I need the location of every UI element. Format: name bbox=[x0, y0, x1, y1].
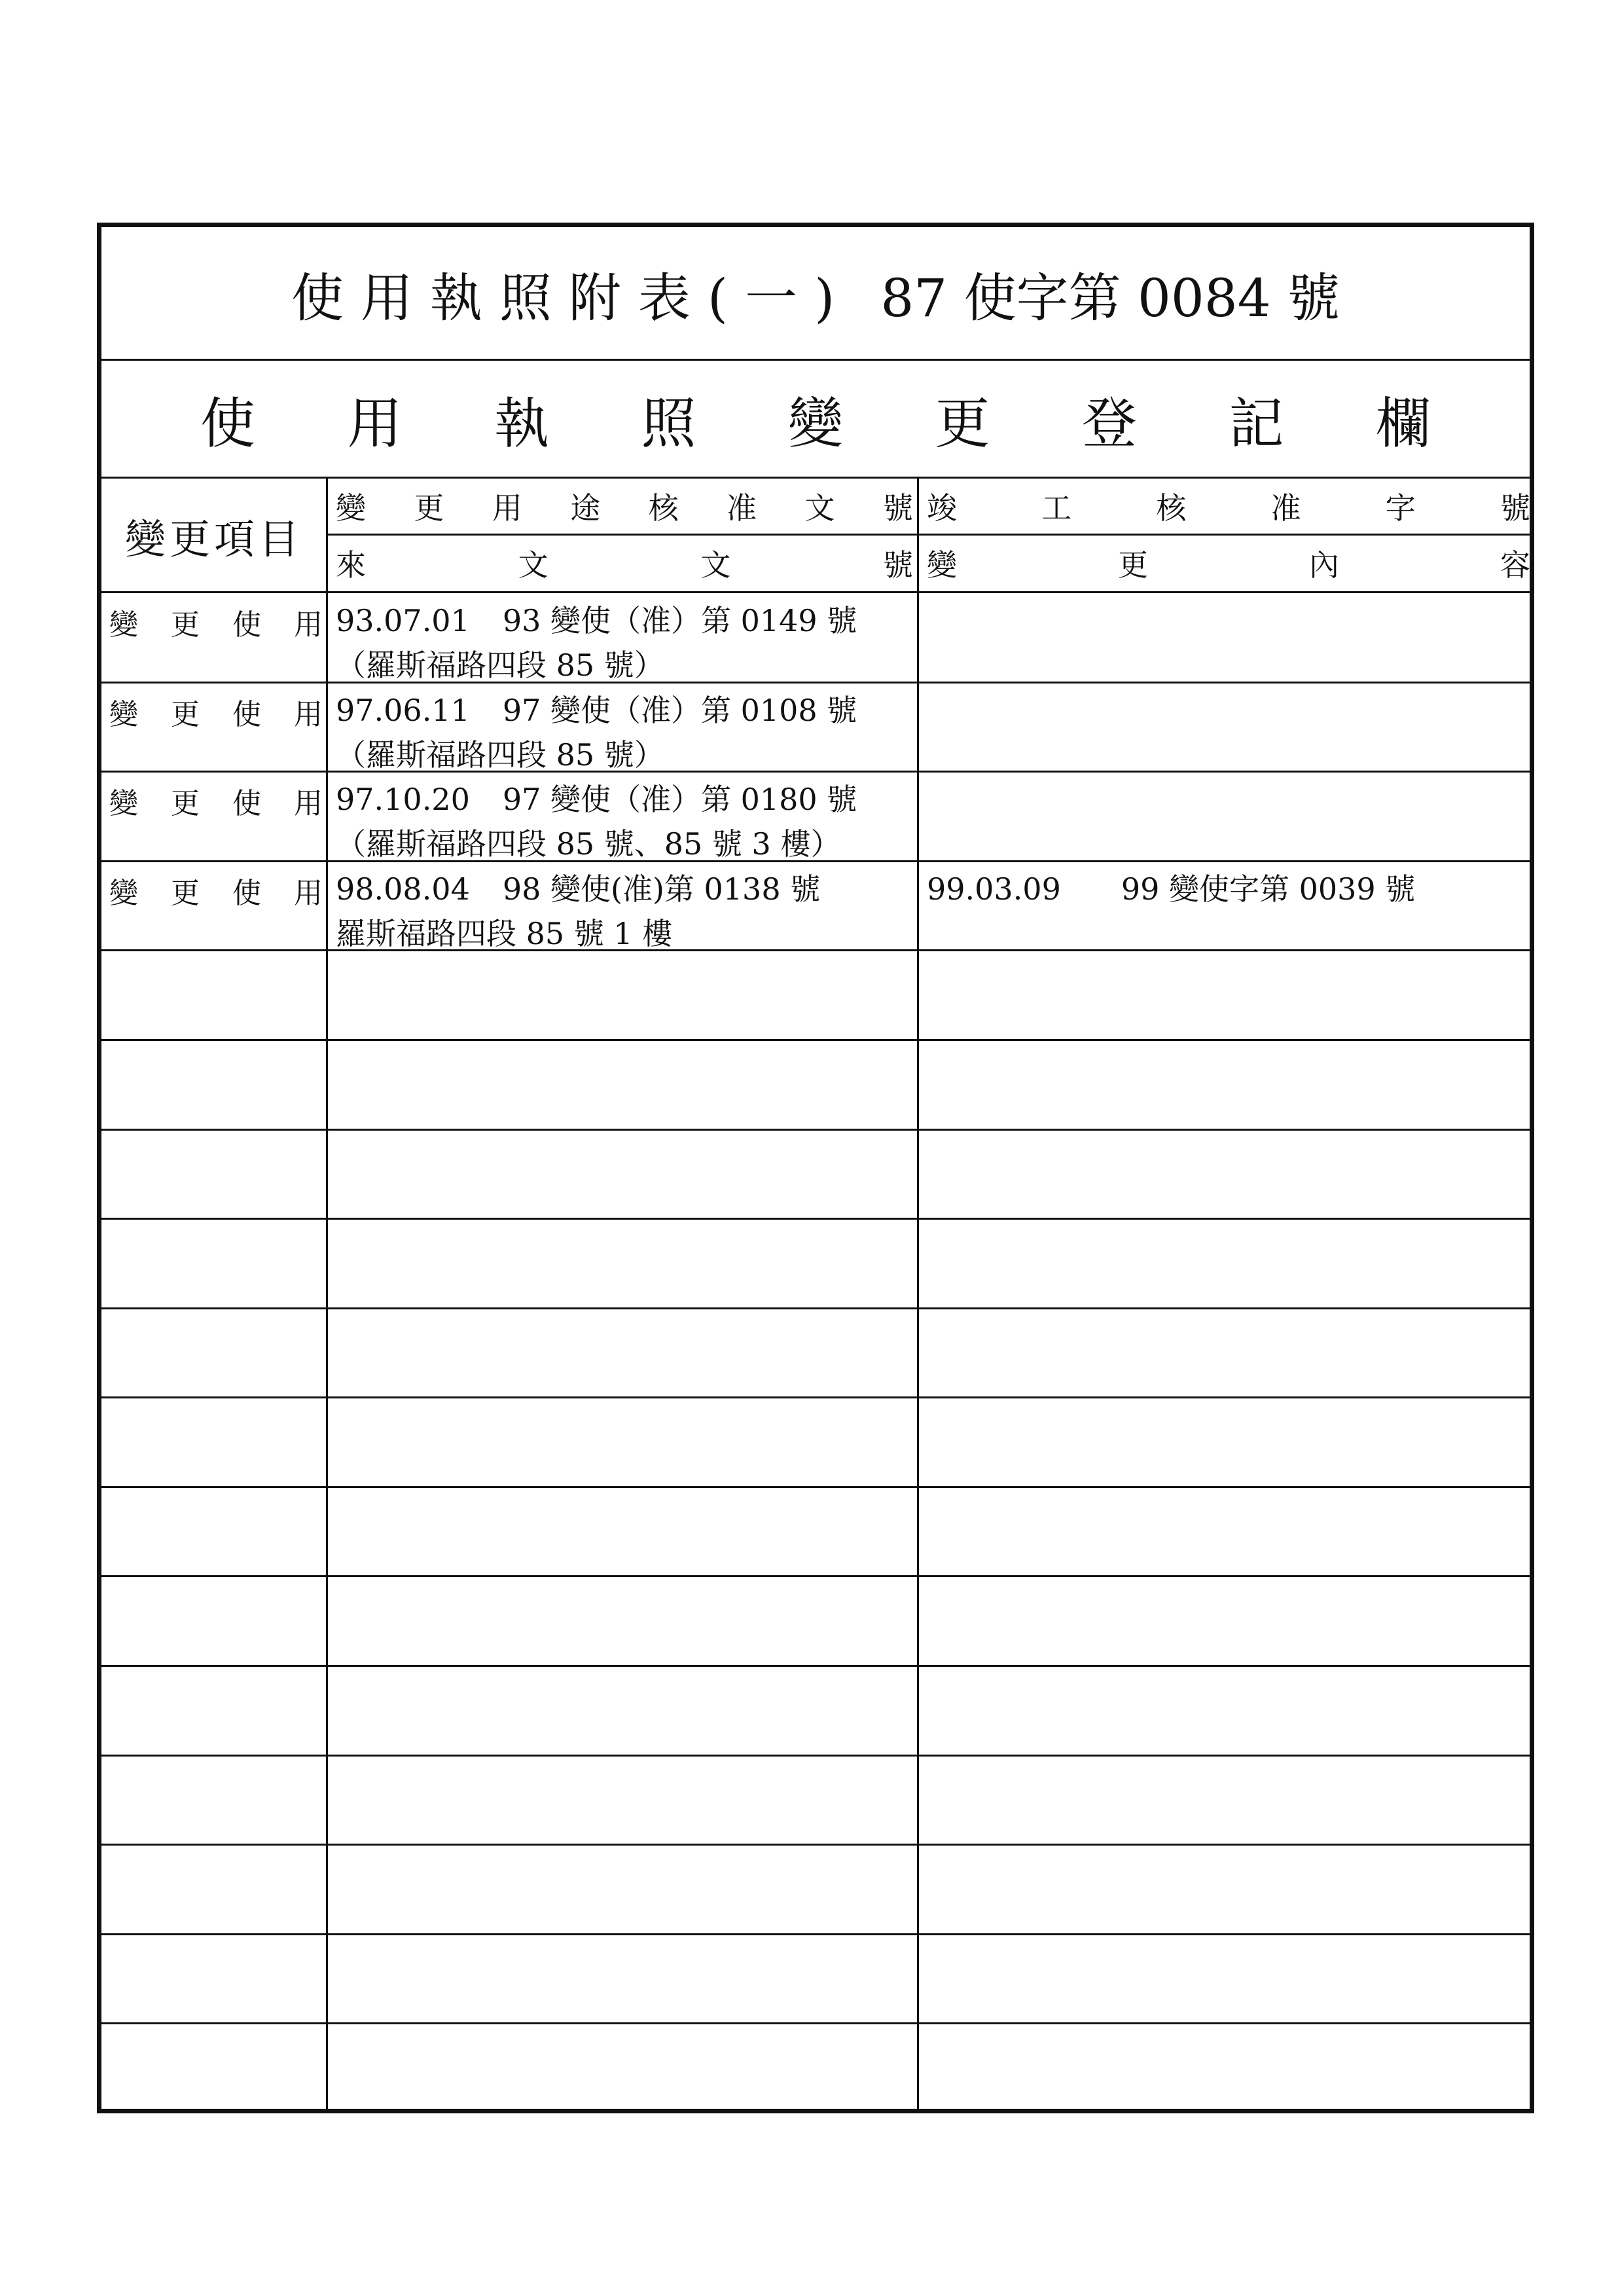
row-divider bbox=[101, 1307, 1530, 1309]
glyph: 來 bbox=[336, 547, 366, 583]
glyph: 使 bbox=[232, 876, 261, 910]
row-completion-number bbox=[919, 772, 1534, 862]
row-change-item bbox=[101, 683, 327, 773]
glyph: 變 bbox=[109, 876, 138, 910]
glyph: 用 bbox=[294, 876, 323, 910]
row-divider bbox=[101, 1575, 1530, 1577]
header-change-item: 變更項目 bbox=[124, 515, 303, 563]
row-divider bbox=[101, 1039, 1530, 1041]
glyph: 用 bbox=[294, 608, 323, 642]
row-divider bbox=[101, 1218, 1530, 1220]
glyph: 文 bbox=[804, 490, 835, 526]
glyph: 內 bbox=[1309, 547, 1339, 583]
row-approval-doc bbox=[328, 772, 917, 862]
row-completion-number bbox=[919, 593, 1534, 683]
glyph: 用 bbox=[294, 697, 323, 731]
row-completion-number: 99.03.09 99 變使字第 0039 號 bbox=[927, 871, 1416, 907]
glyph: 執 bbox=[494, 391, 549, 456]
glyph: 變 bbox=[927, 547, 957, 583]
glyph: 使 bbox=[200, 391, 256, 456]
glyph: 變 bbox=[336, 490, 366, 526]
row-approval-doc bbox=[328, 862, 917, 951]
header-completion-number bbox=[919, 479, 1534, 534]
row-change-item bbox=[101, 772, 327, 862]
column-divider bbox=[917, 479, 919, 2109]
header-incoming-doc bbox=[328, 535, 917, 591]
row-approval-doc bbox=[328, 593, 917, 683]
glyph: 使 bbox=[232, 787, 261, 821]
approval-doc-number: 98 變使(准)第 0138 號 bbox=[502, 871, 821, 907]
glyph: 文 bbox=[700, 547, 731, 583]
divider bbox=[328, 534, 1530, 536]
approval-date: 97.06.11 bbox=[336, 692, 470, 728]
glyph: 途 bbox=[570, 490, 601, 526]
approval-doc-number: 97 變使（准）第 0180 號 bbox=[502, 782, 857, 818]
glyph: 文 bbox=[518, 547, 548, 583]
glyph: 欄 bbox=[1375, 391, 1431, 456]
row-divider bbox=[101, 2022, 1530, 2024]
row-divider bbox=[101, 1396, 1530, 1398]
license-number: 87 使字第 0084 號 bbox=[880, 268, 1340, 329]
glyph: 更 bbox=[171, 697, 200, 731]
address: （羅斯福路四段 85 號） bbox=[336, 737, 664, 773]
glyph: 變 bbox=[109, 608, 138, 642]
row-change-item bbox=[101, 593, 327, 683]
row-divider bbox=[101, 1486, 1530, 1488]
glyph: 更 bbox=[1118, 547, 1148, 583]
glyph: 用 bbox=[492, 490, 522, 526]
glyph: 更 bbox=[171, 608, 200, 642]
glyph: 准 bbox=[727, 490, 757, 526]
glyph: 工 bbox=[1041, 490, 1072, 526]
glyph: 准 bbox=[1270, 490, 1301, 526]
approval-date: 98.08.04 bbox=[336, 871, 470, 907]
header-change-content bbox=[919, 535, 1534, 591]
form-title bbox=[101, 227, 1530, 360]
row-divider bbox=[101, 949, 1530, 951]
row-divider bbox=[101, 1933, 1530, 1935]
row-divider bbox=[101, 1665, 1530, 1667]
glyph: 照 bbox=[641, 391, 696, 456]
glyph: 用 bbox=[294, 787, 323, 821]
glyph: 號 bbox=[882, 490, 913, 526]
section-title-text bbox=[200, 380, 1431, 459]
glyph: 號 bbox=[882, 547, 913, 583]
glyph: 使 bbox=[232, 608, 261, 642]
glyph: 變 bbox=[787, 391, 843, 456]
glyph: 容 bbox=[1500, 547, 1530, 583]
glyph: 登 bbox=[1081, 391, 1137, 456]
section-title bbox=[101, 360, 1530, 478]
glyph: 變 bbox=[109, 697, 138, 731]
column-divider bbox=[326, 479, 328, 2109]
glyph: 變 bbox=[109, 787, 138, 821]
address: （羅斯福路四段 85 號、85 號 3 樓） bbox=[336, 826, 841, 862]
glyph: 更 bbox=[414, 490, 444, 526]
glyph: 更 bbox=[935, 391, 990, 456]
approval-doc-number: 93 變使（准）第 0149 號 bbox=[502, 603, 857, 638]
row-approval-doc bbox=[328, 683, 917, 773]
glyph: 字 bbox=[1385, 490, 1416, 526]
header-approval-doc bbox=[328, 479, 917, 534]
glyph: 記 bbox=[1229, 391, 1284, 456]
glyph: 使 bbox=[232, 697, 261, 731]
row-divider bbox=[101, 1755, 1530, 1757]
address: （羅斯福路四段 85 號） bbox=[336, 647, 664, 683]
approval-date: 93.07.01 bbox=[336, 603, 470, 638]
glyph: 更 bbox=[171, 876, 200, 910]
row-completion-number bbox=[919, 683, 1534, 773]
glyph: 號 bbox=[1500, 490, 1530, 526]
glyph: 核 bbox=[1156, 490, 1187, 526]
row-divider bbox=[101, 1844, 1530, 1846]
row-change-item bbox=[101, 862, 327, 951]
row-divider bbox=[101, 1129, 1530, 1131]
glyph: 核 bbox=[648, 490, 679, 526]
approval-doc-number: 97 變使（准）第 0108 號 bbox=[502, 692, 857, 728]
address: 羅斯福路四段 85 號 1 樓 bbox=[336, 915, 673, 951]
glyph: 竣 bbox=[927, 490, 957, 526]
glyph: 更 bbox=[171, 787, 200, 821]
glyph: 用 bbox=[347, 391, 403, 456]
approval-date: 97.10.20 bbox=[336, 782, 470, 818]
form-title-main: 使用執照附表(一) bbox=[291, 268, 852, 329]
usage-license-change-form bbox=[97, 223, 1534, 2113]
